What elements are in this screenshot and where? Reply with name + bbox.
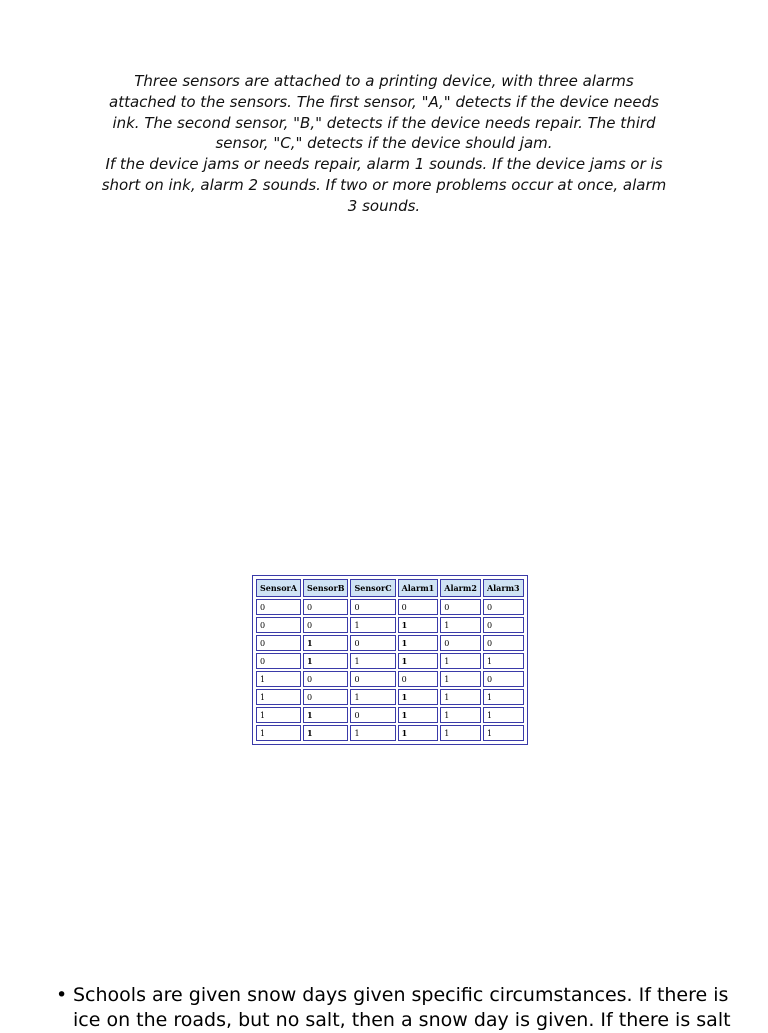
table-cell: 0	[398, 671, 439, 687]
table-cell: 0	[256, 653, 301, 669]
table-cell: 1	[256, 671, 301, 687]
problem-description-alarms: If the device jams or needs repair, alarm 1 sounds. If the device jams or is short on ink, alarm 2 sounds. If two or more problems occur at once, alarm 3 sounds.	[101, 155, 667, 215]
table-cell: 1	[256, 689, 301, 705]
table-row	[256, 635, 524, 651]
header-sensor-c: SensorC	[350, 579, 395, 597]
table-row	[256, 653, 524, 669]
table-cell: 1	[350, 725, 395, 741]
table-cell: 1	[303, 707, 349, 723]
table-cell: 1	[440, 689, 481, 705]
table-row	[256, 617, 524, 633]
table-cell: 0	[483, 635, 524, 651]
bullet-marker: •	[56, 984, 68, 1006]
table-cell: 1	[483, 707, 524, 723]
header-alarm-3: Alarm3	[483, 579, 524, 597]
table-cell: 1	[398, 707, 439, 723]
table-cell: 0	[398, 599, 439, 615]
table-cell: 1	[398, 635, 439, 651]
table-cell: 0	[483, 599, 524, 615]
table-cell: 1	[483, 725, 524, 741]
table-cell: 0	[350, 635, 395, 651]
table-cell: 1	[440, 671, 481, 687]
table-cell: 1	[398, 725, 439, 741]
table-cell: 1	[256, 725, 301, 741]
problem-description	[100, 71, 668, 217]
table-row	[256, 671, 524, 687]
table-cell: 1	[440, 617, 481, 633]
table-cell: 1	[398, 689, 439, 705]
table-cell: 1	[256, 707, 301, 723]
table-cell: 0	[303, 689, 349, 705]
table-cell: 1	[398, 653, 439, 669]
table-cell: 0	[256, 635, 301, 651]
table-cell: 0	[303, 617, 349, 633]
header-alarm-1: Alarm1	[398, 579, 439, 597]
table-row	[256, 689, 524, 705]
header-alarm-2: Alarm2	[440, 579, 481, 597]
snow-day-problem-text: Schools are given snow days given specific circumstances. If there is ice on the roads, but no salt, then a snow day is given. If there is salt	[73, 984, 731, 1031]
table-cell: 1	[440, 653, 481, 669]
table-cell: 0	[303, 599, 349, 615]
table-cell: 1	[350, 689, 395, 705]
table-cell: 0	[350, 599, 395, 615]
table-cell: 0	[483, 617, 524, 633]
problem-description-sensors: Three sensors are attached to a printing device, with three alarms attached to the sensors. The first sensor, "A," detects if the device needs ink. The second sensor, "B," detects if the device needs repair. The third sensor, "C," detects if the device should jam.	[109, 72, 659, 153]
table-cell: 1	[398, 617, 439, 633]
snow-day-problem	[56, 983, 746, 1033]
table-cell: 1	[303, 653, 349, 669]
truth-table-header-row	[256, 579, 524, 597]
table-row	[256, 725, 524, 741]
table-cell: 0	[303, 671, 349, 687]
table-cell: 1	[350, 617, 395, 633]
table-cell: 1	[440, 725, 481, 741]
table-cell: 1	[483, 653, 524, 669]
table-cell: 0	[256, 599, 301, 615]
table-cell: 0	[483, 671, 524, 687]
header-sensor-a: SensorA	[256, 579, 301, 597]
table-cell: 1	[303, 725, 349, 741]
table-cell: 0	[256, 617, 301, 633]
table-cell: 1	[483, 689, 524, 705]
header-sensor-b: SensorB	[303, 579, 349, 597]
table-cell: 1	[350, 653, 395, 669]
table-row	[256, 707, 524, 723]
table-cell: 0	[440, 635, 481, 651]
table-row	[256, 599, 524, 615]
table-cell: 1	[440, 707, 481, 723]
table-cell: 0	[440, 599, 481, 615]
table-cell: 0	[350, 707, 395, 723]
truth-table-container	[252, 575, 528, 745]
truth-table	[254, 577, 526, 743]
table-cell: 0	[350, 671, 395, 687]
table-cell: 1	[303, 635, 349, 651]
